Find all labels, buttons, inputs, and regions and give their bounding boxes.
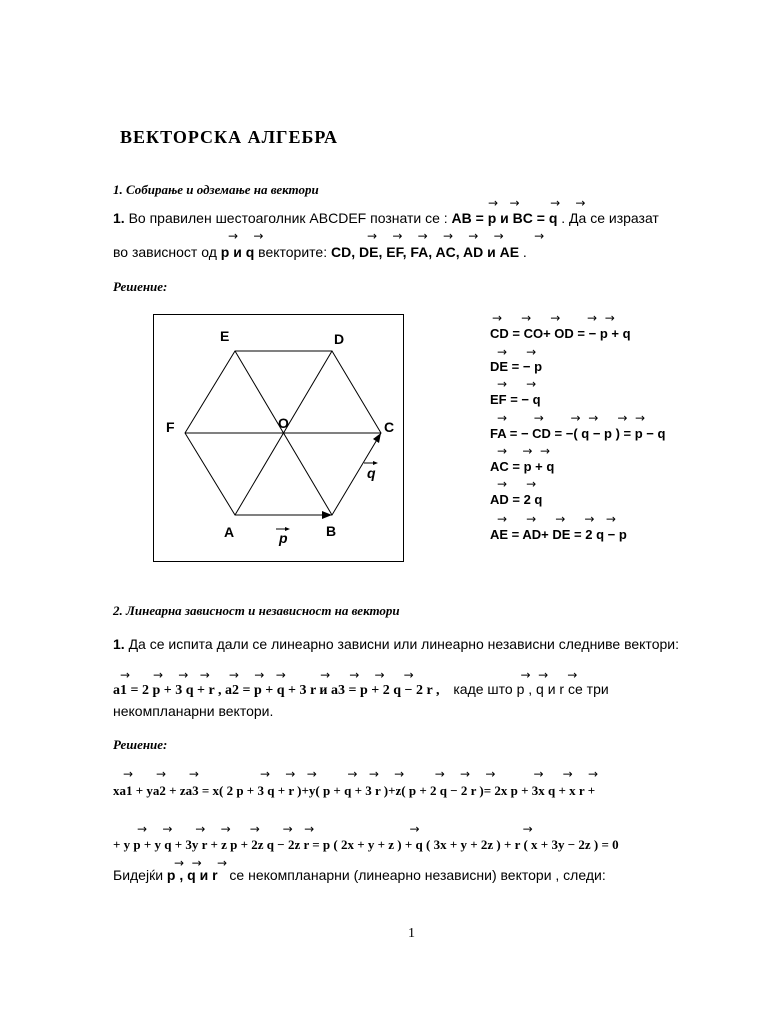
vector-arrows-line1: → → → → [488,196,586,210]
vectors-definition-line [113,681,609,699]
vertex-label-b: B [326,523,337,539]
vertex-label-a: A [224,524,235,540]
arrows-r7: → → → → → [497,512,616,526]
basis-vectors: p и q [220,244,255,260]
problem-text-2: во зависност од [113,244,217,260]
result-ac: AC = p + q [490,459,555,474]
problem-text-4: . [522,244,527,260]
target-vectors: CD, DE, EF, FA, AC, AD и AE [331,244,520,260]
final-line [113,867,606,883]
vertex-label-c: C [384,419,395,435]
vertex-label-e: E [220,328,230,344]
equation-2: + y p + y q + 3y r + z p + 2z q − 2z r = p ( 2x + y + z ) + q ( 3x + y + 2z ) + r ( x + 3y − 2z ) = 0 [113,837,619,852]
arrows-r5: → → → [497,444,551,458]
arrows-eq2: → → → → → → → → → [137,822,533,836]
problem-1-line2 [113,244,527,260]
final-start: Бидејќи [113,867,164,883]
arrows-r2: → → [497,345,537,359]
vector-arrows-pq: → → [228,229,264,243]
vectors-definition-tail: каде што p , q и r се три [453,681,609,697]
solution-label-1: Решение: [113,279,168,294]
vector-label-q: q [367,465,376,481]
problem-text: Во правилен шестоаголник ABCDEF познати се : [128,210,448,226]
section-heading-addition: 1. Собирање и одземање на вектори [113,182,319,197]
arrows-eq1: → → → → → → → → → → → → → → → [123,767,599,781]
problem-number-2: 1. [113,636,125,652]
final-end: се некомпланарни (линеарно независни) вектори , следи: [229,867,606,883]
vector-arrows-line2: → → → → → → → [367,229,545,243]
problem-1-line1 [113,210,659,226]
arrows-r6: → → [497,477,537,491]
result-ef: EF = − q [490,392,541,407]
final-vectors: p , q и r [166,867,218,883]
solution-label-2: Решение: [113,737,168,752]
problem-text-end: . Да се изразат [561,210,659,226]
problem-2-text: Да се испита дали се линеарно зависни или линеарно независни следниве вектори: [128,636,679,652]
hexagon-diagram [154,315,403,561]
equation-1: xa1 + ya2 + za3 = x( 2 p + 3 q + r )+y( p + q + 3 r )+z( p + 2 q − 2 r )= 2x p + 3x q + x r + [113,783,596,798]
result-de: DE = − p [490,359,543,374]
problem-text-3: векторите: [258,244,328,260]
result-fa: FA = − CD = −( q − p ) = p − q [490,426,666,441]
page-title: ВЕКТОРСКА АЛГЕБРА [120,127,339,147]
arrows-r3: → → [497,377,537,391]
vertex-label-o: O [278,415,289,431]
vectors-definition: a1 = 2 p + 3 q + r , a2 = p + q + 3 r и a3 = p + 2 q − 2 r , [113,683,440,698]
arrows-r4: → → → → → → [497,411,646,425]
arrow-head-BC [373,433,381,443]
problem-2-line1 [113,636,679,652]
result-ae: AE = AD+ DE = 2 q − p [490,527,627,542]
hexagon-diagram-frame [153,314,404,562]
result-cd: CD = CO+ OD = − p + q [490,326,631,341]
result-ad: AD = 2 q [490,492,543,507]
problem-number: 1. [113,210,125,226]
noncoplanar-line: некомпланарни вектори. [113,703,274,719]
vertex-label-d: D [334,331,345,347]
arrows-r1: → → → → → [492,311,615,325]
section-heading-linear: 2. Линеарна зависност и независност на вектори [113,603,400,618]
arrows-vectors-line: → → → → → → → → → → → → → → [120,668,578,682]
page-number: 1 [408,926,415,941]
given-vectors: AB = p и BC = q [451,210,558,226]
vector-label-p: p [279,530,288,546]
vertex-label-f: F [166,419,175,435]
arrows-final: → → → [174,856,228,870]
